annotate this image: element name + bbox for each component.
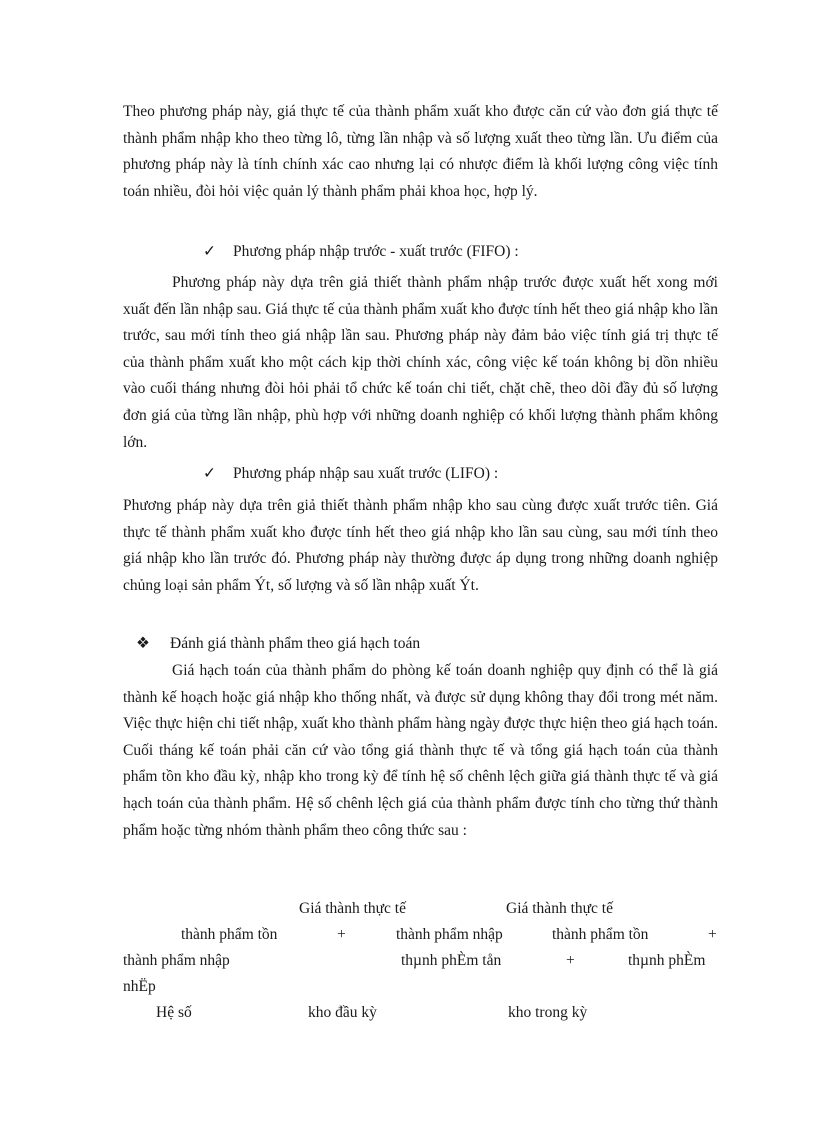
formula-gia-thanh-2: Giá thành thực tế bbox=[506, 900, 613, 917]
bullet-hach-toan-label: Đánh giá thành phẩm theo giá hạch toán bbox=[170, 635, 421, 652]
formula-gia-thanh-1: Giá thành thực tế bbox=[299, 900, 406, 917]
bullet-fifo-label: Phương pháp nhập trước - xuất trước (FIFO) : bbox=[233, 243, 519, 260]
formula-kho-dau-ky: kho đầu kỳ bbox=[308, 1004, 377, 1021]
formula-tp-nhap-2: thành phẩm nhập bbox=[123, 952, 230, 969]
paragraph-hach-toan: Giá hạch toán của thành phẩm do phòng kế toán doanh nghiệp quy định có thể là giá thành kế hoạch hoặc giá nhập kho thống nhất, và được sử dụng không thay đổi trong mét năm. Việc thực hiện chi tiết nhập, xuất kho thành phẩm hàng ngày được thực hiện theo giá hạch toán. Cuối tháng kế toán phải căn cứ vào tổng giá thành thực tế và tổng giá hạch toán của thành phẩm tồn kho đầu kỳ, nhập kho trong kỳ để tính hệ số chênh lệch giữa giá thành thực tế và giá hạch toán của thành phẩm. Hệ số chênh lệch giá của thành phẩm được tính cho từng thứ thành phẩm hoặc từng nhóm thành phẩm theo công thức sau : bbox=[123, 662, 718, 839]
formula-plus-2: + bbox=[708, 926, 717, 943]
paragraph-specific-identification: Theo phương pháp này, giá thực tế của thành phẩm xuất kho được căn cứ vào đơn giá thực tế thành phẩm nhập kho theo từng lô, từng lần nhập và số lượng xuất theo từng lần. Ưu điểm của phương pháp này là tính chính xác cao nhưng lại có nhược điểm là khối lượng công việc tính toán nhiều, đòi hỏi việc quản lý thành phẩm phải khoa học, hợp lý. bbox=[123, 103, 718, 200]
formula-garbled-nhap-cont: nhËp bbox=[123, 978, 156, 995]
formula-garbled-ton: thµnh phÈm tån bbox=[401, 952, 502, 969]
paragraph-lifo: Phương pháp này dựa trên giả thiết thành phẩm nhập kho sau cùng được xuất trước tiên. Giá thực tế thành phẩm xuất kho được tính hết theo giá nhập kho lần sau cùng, sau mới tính theo giá nhập kho lần trước đó. Phương pháp này thường được áp dụng trong những doanh nghiệp chủng loại sản phẩm Ýt, số lượng và số lần nhập xuất Ýt. bbox=[123, 497, 718, 594]
formula-kho-trong-ky: kho trong kỳ bbox=[508, 1004, 588, 1021]
bullet-hach-toan bbox=[136, 632, 420, 656]
formula-garbled-nhap: thµnh phÈm bbox=[628, 952, 706, 969]
check-icon: ✓ bbox=[203, 243, 216, 260]
bullet-lifo bbox=[203, 462, 498, 486]
formula-tp-ton-1: thành phẩm tồn bbox=[181, 926, 278, 943]
formula-plus-1: + bbox=[337, 926, 346, 943]
bullet-lifo-label: Phương pháp nhập sau xuất trước (LIFO) : bbox=[233, 465, 499, 482]
formula-tp-nhap-1: thành phẩm nhập bbox=[396, 926, 503, 943]
formula-plus-3: + bbox=[566, 952, 575, 969]
formula-he-so: Hệ số bbox=[156, 1004, 192, 1021]
diamond-icon: ❖ bbox=[136, 635, 150, 652]
check-icon: ✓ bbox=[203, 465, 216, 482]
formula-tp-ton-2: thành phẩm tồn bbox=[552, 926, 649, 943]
paragraph-fifo: Phương pháp này dựa trên giả thiết thành phẩm nhập trước được xuất hết xong mới xuất đến lần nhập sau. Giá thực tế của thành phẩm xuất kho được tính hết theo giá nhập kho lần trước, sau mới tính theo giá nhập lần sau. Phương pháp này đảm bảo việc tính giá trị thực tế của thành phẩm xuất kho một cách kịp thời chính xác, công việc kế toán không bị dồn nhiều vào cuối tháng nhưng đòi hỏi phải tổ chức kế toán chi tiết, chặt chẽ, theo dõi đầy đủ số lượng đơn giá của từng lần nhập, phù hợp với những doanh nghiệp có khối lượng thành phẩm không lớn. bbox=[123, 274, 718, 451]
bullet-fifo bbox=[203, 240, 519, 264]
